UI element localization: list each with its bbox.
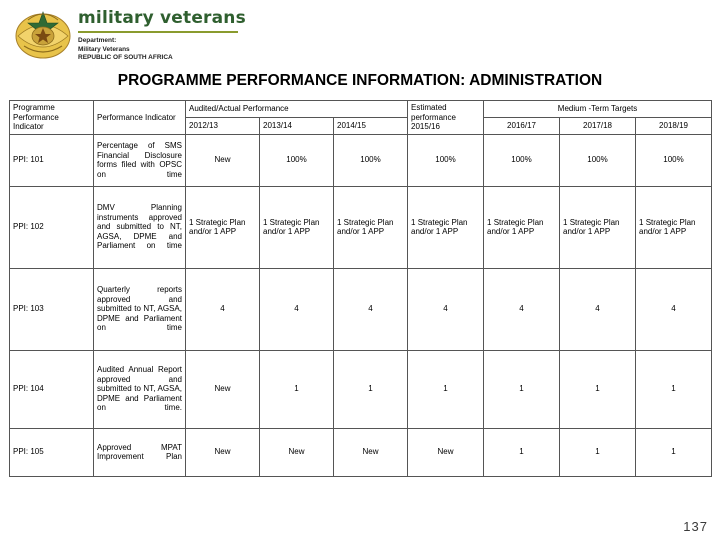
header-year-2013-14: 2013/14 xyxy=(260,117,334,134)
row-value-2017-18: 4 xyxy=(560,268,636,350)
row-value-estimated-2015-16: 4 xyxy=(408,268,484,350)
table-row xyxy=(10,350,712,428)
row-id: PPI: 103 xyxy=(10,268,94,350)
department-branding xyxy=(78,8,246,63)
header-performance-indicator: Performance Indicator xyxy=(94,101,186,135)
row-value-2016-17: 1 xyxy=(484,428,560,476)
row-indicator: Percentage of SMS Financial Disclosure forms filed with OPSC on time xyxy=(94,134,186,186)
table-row xyxy=(10,186,712,268)
row-value-2016-17: 1 xyxy=(484,350,560,428)
table-row xyxy=(10,134,712,186)
row-value-2018-19: 4 xyxy=(636,268,712,350)
row-value-2014-15: 1 xyxy=(334,350,408,428)
row-id: PPI: 102 xyxy=(10,186,94,268)
row-value-estimated-2015-16: 1 xyxy=(408,350,484,428)
row-value-2012-13: New xyxy=(186,350,260,428)
department-name: military veterans xyxy=(78,8,246,28)
table-row xyxy=(10,268,712,350)
row-value-2017-18: 100% xyxy=(560,134,636,186)
row-value-2018-19: 1 xyxy=(636,350,712,428)
row-value-2017-18: 1 xyxy=(560,428,636,476)
row-value-2016-17: 100% xyxy=(484,134,560,186)
row-value-estimated-2015-16: 100% xyxy=(408,134,484,186)
row-value-2013-14: 4 xyxy=(260,268,334,350)
row-value-2013-14: 100% xyxy=(260,134,334,186)
row-indicator: DMV Planning instruments approved and submitted to NT, AGSA, DPME and Parliament on time xyxy=(94,186,186,268)
header-estimated-performance: Estimated performance 2015/16 xyxy=(408,101,484,135)
row-id: PPI: 101 xyxy=(10,134,94,186)
department-line-2: Military Veterans xyxy=(78,45,130,53)
row-value-2018-19: 1 xyxy=(636,428,712,476)
page-title: PROGRAMME PERFORMANCE INFORMATION: ADMINISTRATION xyxy=(117,72,603,89)
document-header xyxy=(0,0,720,66)
header-year-2017-18: 2017/18 xyxy=(560,117,636,134)
row-id: PPI: 105 xyxy=(10,428,94,476)
row-value-2018-19: 100% xyxy=(636,134,712,186)
row-value-estimated-2015-16: 1 Strategic Plan and/or 1 APP xyxy=(408,186,484,268)
branding-rule xyxy=(78,31,238,33)
table-header-row-1 xyxy=(10,101,712,118)
performance-table-wrapper xyxy=(9,100,711,477)
performance-information-table xyxy=(9,100,712,477)
row-value-2013-14: 1 Strategic Plan and/or 1 APP xyxy=(260,186,334,268)
row-value-2014-15: 4 xyxy=(334,268,408,350)
row-value-2018-19: 1 Strategic Plan and/or 1 APP xyxy=(636,186,712,268)
department-line-3: REPUBLIC OF SOUTH AFRICA xyxy=(78,54,173,61)
header-year-2016-17: 2016/17 xyxy=(484,117,560,134)
row-id: PPI: 104 xyxy=(10,350,94,428)
row-value-2012-13: 1 Strategic Plan and/or 1 APP xyxy=(186,186,260,268)
header-year-2014-15: 2014/15 xyxy=(334,117,408,134)
row-indicator: Quarterly reports approved and submitted to NT, AGSA, DPME and Parliament on time xyxy=(94,268,186,350)
row-value-2012-13: New xyxy=(186,428,260,476)
row-indicator: Audited Annual Report approved and submitted to NT, AGSA, DPME and Parliament on time. xyxy=(94,350,186,428)
header-year-2012-13: 2012/13 xyxy=(186,117,260,134)
row-value-2012-13: 4 xyxy=(186,268,260,350)
header-programme-performance-indicator: Programme Performance Indicator xyxy=(10,101,94,135)
row-value-2014-15: 100% xyxy=(334,134,408,186)
department-line-1: Department: xyxy=(78,37,117,44)
header-medium-term-targets: Medium -Term Targets xyxy=(484,101,712,118)
row-value-2017-18: 1 Strategic Plan and/or 1 APP xyxy=(560,186,636,268)
table-row xyxy=(10,428,712,476)
coat-of-arms-icon xyxy=(14,6,72,60)
row-value-2017-18: 1 xyxy=(560,350,636,428)
row-value-2013-14: 1 xyxy=(260,350,334,428)
row-value-2013-14: New xyxy=(260,428,334,476)
page-number: 137 xyxy=(683,519,708,534)
header-year-2018-19: 2018/19 xyxy=(636,117,712,134)
row-value-2014-15: New xyxy=(334,428,408,476)
row-value-2012-13: New xyxy=(186,134,260,186)
row-value-estimated-2015-16: New xyxy=(408,428,484,476)
header-audited-actual-performance: Audited/Actual Performance xyxy=(186,101,408,118)
row-value-2014-15: 1 Strategic Plan and/or 1 APP xyxy=(334,186,408,268)
row-indicator: Approved MPAT Improvement Plan xyxy=(94,428,186,476)
row-value-2016-17: 4 xyxy=(484,268,560,350)
row-value-2016-17: 1 Strategic Plan and/or 1 APP xyxy=(484,186,560,268)
